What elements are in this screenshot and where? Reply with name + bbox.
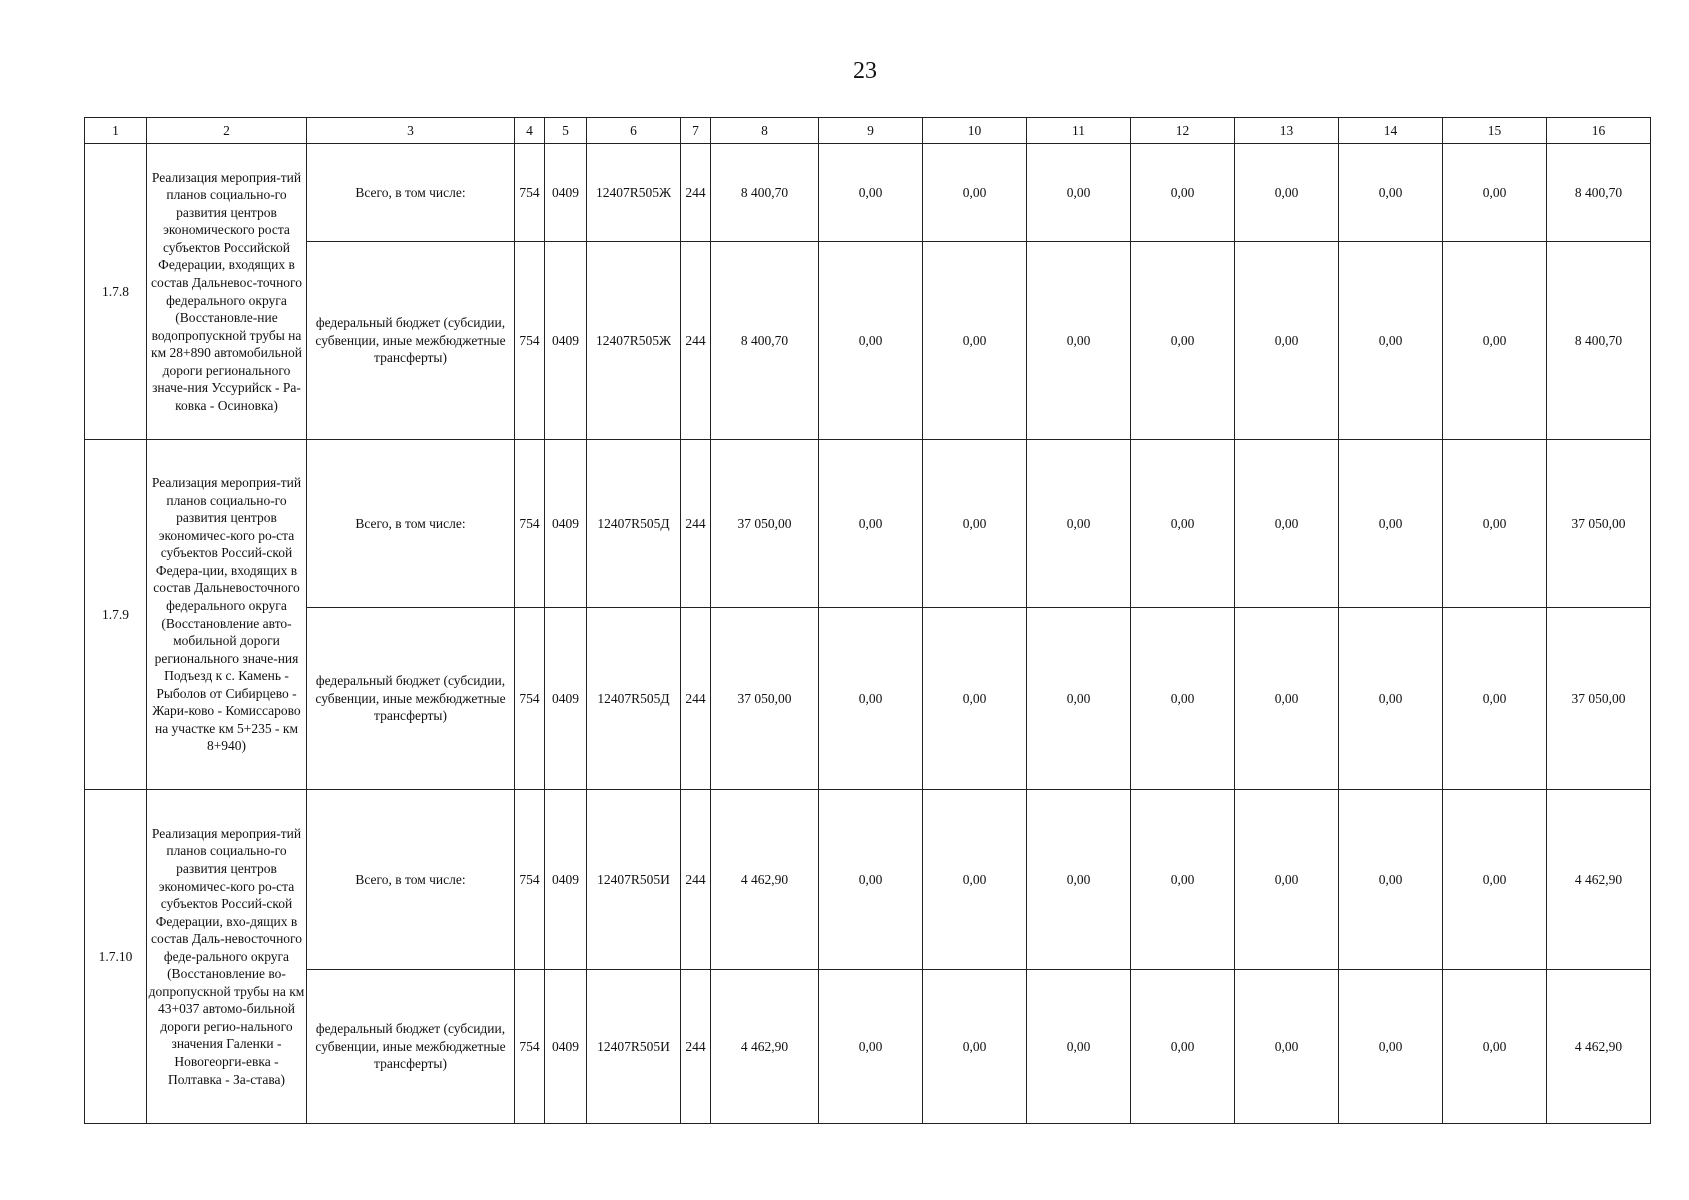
column-header: 16 (1547, 118, 1651, 144)
value-cell: 8 400,70 (1547, 242, 1651, 440)
value-cell: 8 400,70 (711, 242, 819, 440)
item-number: 1.7.8 (85, 144, 147, 440)
column-header: 13 (1235, 118, 1339, 144)
value-cell: 4 462,90 (1547, 790, 1651, 970)
code-cell: 12407R505Д (587, 608, 681, 790)
value-cell: 0,00 (1235, 790, 1339, 970)
value-cell: 0,00 (1027, 790, 1131, 970)
column-header: 2 (147, 118, 307, 144)
column-header: 10 (923, 118, 1027, 144)
column-header: 8 (711, 118, 819, 144)
value-cell: 0,00 (1339, 242, 1443, 440)
code-cell: 244 (681, 970, 711, 1124)
column-header: 4 (515, 118, 545, 144)
value-cell: 37 050,00 (1547, 608, 1651, 790)
code-cell: 754 (515, 440, 545, 608)
value-cell: 0,00 (1235, 144, 1339, 242)
column-header: 14 (1339, 118, 1443, 144)
value-cell: 0,00 (1131, 440, 1235, 608)
value-cell: 0,00 (1443, 242, 1547, 440)
column-header: 11 (1027, 118, 1131, 144)
code-cell: 0409 (545, 440, 587, 608)
value-cell: 0,00 (1443, 144, 1547, 242)
code-cell: 244 (681, 790, 711, 970)
value-cell: 0,00 (923, 790, 1027, 970)
value-cell: 0,00 (1131, 790, 1235, 970)
item-number: 1.7.9 (85, 440, 147, 790)
item-name: Реализация мероприя-тий планов социально-го развития центров экономичес-кого ро-ста субъектов Россий-ской Федера-ции, входящих в состав Дальневосточного федерального округа (Восстановление авто-мобильной дороги регионального значе-ния Подъезд к с. Камень - Рыболов от Сибирцево - Жари-ково - Комиссарово на участке км 5+235 - км 8+940) (147, 440, 307, 790)
value-cell: 0,00 (1235, 970, 1339, 1124)
column-header: 5 (545, 118, 587, 144)
value-cell: 0,00 (1443, 790, 1547, 970)
code-cell: 244 (681, 440, 711, 608)
table-row (85, 790, 1651, 970)
value-cell: 0,00 (1339, 440, 1443, 608)
value-cell: 37 050,00 (1547, 440, 1651, 608)
table-row (85, 608, 1651, 790)
value-cell: 0,00 (819, 608, 923, 790)
code-cell: 244 (681, 242, 711, 440)
value-cell: 0,00 (819, 144, 923, 242)
code-cell: 0409 (545, 790, 587, 970)
code-cell: 754 (515, 608, 545, 790)
value-cell: 0,00 (1027, 440, 1131, 608)
value-cell: 4 462,90 (711, 970, 819, 1124)
funding-source: федеральный бюджет (субсидии, субвенции, иные межбюджетные трансферты) (307, 242, 515, 440)
funding-source: федеральный бюджет (субсидии, субвенции, иные межбюджетные трансферты) (307, 608, 515, 790)
header-row (85, 118, 1651, 144)
value-cell: 0,00 (819, 440, 923, 608)
code-cell: 244 (681, 144, 711, 242)
value-cell: 0,00 (1027, 144, 1131, 242)
column-header: 15 (1443, 118, 1547, 144)
budget-table (84, 117, 1651, 1124)
value-cell: 0,00 (1027, 242, 1131, 440)
code-cell: 12407R505Ж (587, 144, 681, 242)
value-cell: 0,00 (819, 970, 923, 1124)
code-cell: 754 (515, 144, 545, 242)
code-cell: 12407R505И (587, 790, 681, 970)
value-cell: 0,00 (923, 144, 1027, 242)
code-cell: 754 (515, 790, 545, 970)
column-header: 9 (819, 118, 923, 144)
code-cell: 244 (681, 608, 711, 790)
column-header: 6 (587, 118, 681, 144)
column-header: 7 (681, 118, 711, 144)
code-cell: 754 (515, 970, 545, 1124)
code-cell: 0409 (545, 608, 587, 790)
item-name: Реализация мероприя-тий планов социально-го развития центров экономичес-кого ро-ста субъектов Россий-ской Федерации, вхо-дящих в состав Даль-невосточного феде-рального округа (Восстановление во-допропускной трубы на км 43+037 автомо-бильной дороги регио-нального значения Галенки - Новогеорги-евка - Полтавка - За-става) (147, 790, 307, 1124)
value-cell: 4 462,90 (1547, 970, 1651, 1124)
value-cell: 0,00 (1339, 970, 1443, 1124)
table-row (85, 242, 1651, 440)
value-cell: 0,00 (819, 242, 923, 440)
value-cell: 8 400,70 (1547, 144, 1651, 242)
code-cell: 0409 (545, 970, 587, 1124)
value-cell: 4 462,90 (711, 790, 819, 970)
value-cell: 0,00 (1443, 440, 1547, 608)
value-cell: 0,00 (1339, 790, 1443, 970)
table-row (85, 440, 1651, 608)
value-cell: 0,00 (1235, 242, 1339, 440)
value-cell: 37 050,00 (711, 608, 819, 790)
value-cell: 0,00 (1339, 608, 1443, 790)
value-cell: 0,00 (819, 790, 923, 970)
value-cell: 0,00 (1131, 608, 1235, 790)
table-row (85, 970, 1651, 1124)
item-name: Реализация мероприя-тий планов социально-го развития центров экономического роста субъектов Российской Федерации, входящих в состав Дальневос-точного федерального округа (Восстановле-ние водопропускной трубы на км 28+890 автомобильной дороги регионального значе-ния Уссурийск - Ра-ковка - Осиновка) (147, 144, 307, 440)
value-cell: 0,00 (1131, 144, 1235, 242)
value-cell: 0,00 (1131, 970, 1235, 1124)
value-cell: 8 400,70 (711, 144, 819, 242)
value-cell: 0,00 (1027, 970, 1131, 1124)
value-cell: 37 050,00 (711, 440, 819, 608)
value-cell: 0,00 (923, 608, 1027, 790)
code-cell: 0409 (545, 242, 587, 440)
page-number: 23 (853, 58, 877, 84)
table-row (85, 144, 1651, 242)
code-cell: 0409 (545, 144, 587, 242)
value-cell: 0,00 (1235, 608, 1339, 790)
value-cell: 0,00 (1235, 440, 1339, 608)
code-cell: 12407R505Д (587, 440, 681, 608)
value-cell: 0,00 (1131, 242, 1235, 440)
funding-source: Всего, в том числе: (307, 790, 515, 970)
item-number: 1.7.10 (85, 790, 147, 1124)
value-cell: 0,00 (1443, 608, 1547, 790)
column-header: 12 (1131, 118, 1235, 144)
value-cell: 0,00 (1027, 608, 1131, 790)
value-cell: 0,00 (1443, 970, 1547, 1124)
funding-source: Всего, в том числе: (307, 440, 515, 608)
column-header: 3 (307, 118, 515, 144)
funding-source: Всего, в том числе: (307, 144, 515, 242)
funding-source: федеральный бюджет (субсидии, субвенции, иные межбюджетные трансферты) (307, 970, 515, 1124)
code-cell: 754 (515, 242, 545, 440)
value-cell: 0,00 (923, 970, 1027, 1124)
code-cell: 12407R505Ж (587, 242, 681, 440)
value-cell: 0,00 (1339, 144, 1443, 242)
code-cell: 12407R505И (587, 970, 681, 1124)
value-cell: 0,00 (923, 440, 1027, 608)
column-header: 1 (85, 118, 147, 144)
value-cell: 0,00 (923, 242, 1027, 440)
